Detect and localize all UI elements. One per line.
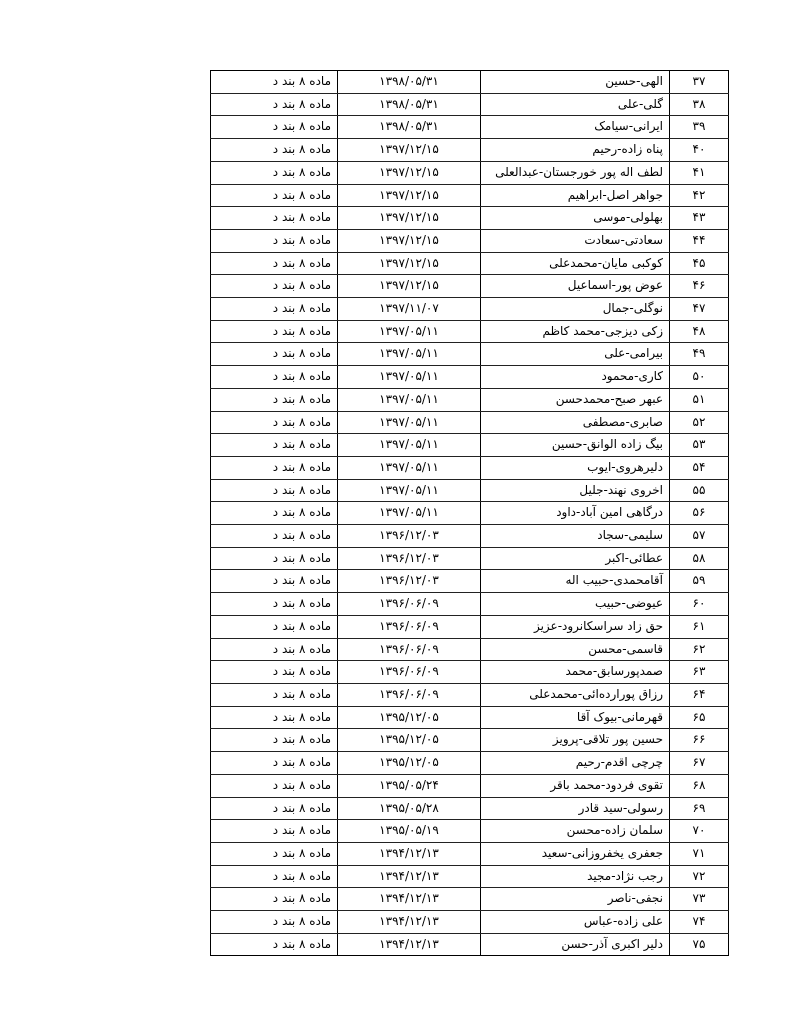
date-cell: ۱۳۹۷/۰۵/۱۱: [338, 343, 481, 366]
row-number-cell: ۵۱: [670, 388, 729, 411]
name-cell: کوکبی مایان-محمدعلی: [481, 252, 670, 275]
records-table-body: [211, 71, 729, 956]
table-row: [211, 774, 729, 797]
table-row: [211, 388, 729, 411]
table-row: [211, 229, 729, 252]
article-cell: ماده ۸ بند د: [211, 842, 338, 865]
row-number-cell: ۳۹: [670, 116, 729, 139]
date-cell: ۱۳۹۷/۱۱/۰۷: [338, 298, 481, 321]
row-number-cell: ۶۰: [670, 593, 729, 616]
name-cell: سلمان زاده-محسن: [481, 820, 670, 843]
name-cell: الهی-حسین: [481, 71, 670, 94]
table-row: [211, 93, 729, 116]
article-cell: ماده ۸ بند د: [211, 229, 338, 252]
article-cell: ماده ۸ بند د: [211, 706, 338, 729]
row-number-cell: ۶۹: [670, 797, 729, 820]
name-cell: حسین پور تلاقی-پرویز: [481, 729, 670, 752]
name-cell: عطائی-اکبر: [481, 547, 670, 570]
date-cell: ۱۳۹۷/۱۲/۱۵: [338, 184, 481, 207]
date-cell: ۱۳۹۷/۰۵/۱۱: [338, 456, 481, 479]
name-cell: ایرانی-سیامک: [481, 116, 670, 139]
article-cell: ماده ۸ بند د: [211, 207, 338, 230]
date-cell: ۱۳۹۷/۱۲/۱۵: [338, 275, 481, 298]
date-cell: ۱۳۹۶/۱۲/۰۳: [338, 570, 481, 593]
date-cell: ۱۳۹۸/۰۵/۳۱: [338, 71, 481, 94]
row-number-cell: ۷۵: [670, 933, 729, 956]
date-cell: ۱۳۹۶/۱۲/۰۳: [338, 547, 481, 570]
date-cell: ۱۳۹۷/۰۵/۱۱: [338, 388, 481, 411]
article-cell: ماده ۸ بند د: [211, 547, 338, 570]
date-cell: ۱۳۹۶/۰۶/۰۹: [338, 638, 481, 661]
row-number-cell: ۵۳: [670, 434, 729, 457]
name-cell: تقوی فردود-محمد باقر: [481, 774, 670, 797]
date-cell: ۱۳۹۴/۱۲/۱۳: [338, 911, 481, 934]
row-number-cell: ۵۶: [670, 502, 729, 525]
date-cell: ۱۳۹۵/۰۵/۱۹: [338, 820, 481, 843]
name-cell: قاسمی-محسن: [481, 638, 670, 661]
name-cell: لطف اله پور خورجستان-عبدالعلی: [481, 161, 670, 184]
table-row: [211, 842, 729, 865]
article-cell: ماده ۸ بند د: [211, 525, 338, 548]
name-cell: درگاهی امین آباد-داود: [481, 502, 670, 525]
name-cell: چرچی اقدم-رحیم: [481, 752, 670, 775]
article-cell: ماده ۸ بند د: [211, 456, 338, 479]
table-row: [211, 343, 729, 366]
article-cell: ماده ۸ بند د: [211, 71, 338, 94]
table-row: [211, 820, 729, 843]
name-cell: جواهر اصل-ابراهیم: [481, 184, 670, 207]
article-cell: ماده ۸ بند د: [211, 343, 338, 366]
article-cell: ماده ۸ بند د: [211, 298, 338, 321]
table-row: [211, 593, 729, 616]
date-cell: ۱۳۹۷/۱۲/۱۵: [338, 207, 481, 230]
table-row: [211, 525, 729, 548]
name-cell: قهرمانی-بیوک آقا: [481, 706, 670, 729]
article-cell: ماده ۸ بند د: [211, 252, 338, 275]
name-cell: اخروی نهند-جلیل: [481, 479, 670, 502]
article-cell: ماده ۸ بند د: [211, 116, 338, 139]
article-cell: ماده ۸ بند د: [211, 820, 338, 843]
name-cell: دلیرهروی-ایوب: [481, 456, 670, 479]
table-row: [211, 865, 729, 888]
article-cell: ماده ۸ بند د: [211, 366, 338, 389]
table-row: [211, 638, 729, 661]
row-number-cell: ۷۱: [670, 842, 729, 865]
table-row: [211, 161, 729, 184]
name-cell: رزاق پورارده‌ائی-محمدعلی: [481, 683, 670, 706]
date-cell: ۱۳۹۷/۰۵/۱۱: [338, 366, 481, 389]
article-cell: ماده ۸ بند د: [211, 683, 338, 706]
table-row: [211, 275, 729, 298]
date-cell: ۱۳۹۴/۱۲/۱۳: [338, 933, 481, 956]
article-cell: ماده ۸ بند د: [211, 320, 338, 343]
article-cell: ماده ۸ بند د: [211, 933, 338, 956]
table-row: [211, 320, 729, 343]
article-cell: ماده ۸ بند د: [211, 865, 338, 888]
row-number-cell: ۵۸: [670, 547, 729, 570]
name-cell: رسولی-سید قادر: [481, 797, 670, 820]
article-cell: ماده ۸ بند د: [211, 774, 338, 797]
row-number-cell: ۳۷: [670, 71, 729, 94]
date-cell: ۱۳۹۵/۰۵/۲۴: [338, 774, 481, 797]
name-cell: گلی-علی: [481, 93, 670, 116]
table-row: [211, 570, 729, 593]
date-cell: ۱۳۹۷/۱۲/۱۵: [338, 229, 481, 252]
table-row: [211, 888, 729, 911]
date-cell: ۱۳۹۵/۰۵/۲۸: [338, 797, 481, 820]
row-number-cell: ۴۲: [670, 184, 729, 207]
article-cell: ماده ۸ بند د: [211, 615, 338, 638]
row-number-cell: ۶۸: [670, 774, 729, 797]
table-row: [211, 252, 729, 275]
row-number-cell: ۴۶: [670, 275, 729, 298]
row-number-cell: ۳۸: [670, 93, 729, 116]
name-cell: دلیر اکبری آذر-حسن: [481, 933, 670, 956]
table-row: [211, 456, 729, 479]
table-row: [211, 434, 729, 457]
row-number-cell: ۴۳: [670, 207, 729, 230]
article-cell: ماده ۸ بند د: [211, 275, 338, 298]
row-number-cell: ۵۰: [670, 366, 729, 389]
name-cell: بهلولی-موسی: [481, 207, 670, 230]
date-cell: ۱۳۹۷/۱۲/۱۵: [338, 139, 481, 162]
row-number-cell: ۷۴: [670, 911, 729, 934]
date-cell: ۱۳۹۶/۱۲/۰۳: [338, 525, 481, 548]
article-cell: ماده ۸ بند د: [211, 479, 338, 502]
date-cell: ۱۳۹۶/۰۶/۰۹: [338, 683, 481, 706]
name-cell: پناه زاده-رحیم: [481, 139, 670, 162]
table-row: [211, 706, 729, 729]
row-number-cell: ۴۵: [670, 252, 729, 275]
table-row: [211, 729, 729, 752]
name-cell: نجفی-ناصر: [481, 888, 670, 911]
date-cell: ۱۳۹۵/۱۲/۰۵: [338, 706, 481, 729]
row-number-cell: ۵۷: [670, 525, 729, 548]
records-table: [210, 70, 729, 956]
date-cell: ۱۳۹۷/۰۵/۱۱: [338, 320, 481, 343]
date-cell: ۱۳۹۵/۱۲/۰۵: [338, 752, 481, 775]
date-cell: ۱۳۹۸/۰۵/۳۱: [338, 93, 481, 116]
date-cell: ۱۳۹۶/۰۶/۰۹: [338, 615, 481, 638]
table-row: [211, 184, 729, 207]
table-row: [211, 797, 729, 820]
table-row: [211, 683, 729, 706]
table-row: [211, 366, 729, 389]
date-cell: ۱۳۹۷/۰۵/۱۱: [338, 411, 481, 434]
date-cell: ۱۳۹۷/۰۵/۱۱: [338, 479, 481, 502]
row-number-cell: ۶۴: [670, 683, 729, 706]
row-number-cell: ۶۷: [670, 752, 729, 775]
date-cell: ۱۳۹۴/۱۲/۱۳: [338, 842, 481, 865]
article-cell: ماده ۸ بند د: [211, 161, 338, 184]
table-row: [211, 139, 729, 162]
table-row: [211, 411, 729, 434]
row-number-cell: ۶۶: [670, 729, 729, 752]
row-number-cell: ۷۳: [670, 888, 729, 911]
row-number-cell: ۶۱: [670, 615, 729, 638]
name-cell: صمدپورسابق-محمد: [481, 661, 670, 684]
row-number-cell: ۶۵: [670, 706, 729, 729]
article-cell: ماده ۸ بند د: [211, 388, 338, 411]
article-cell: ماده ۸ بند د: [211, 570, 338, 593]
name-cell: علی زاده-عباس: [481, 911, 670, 934]
table-row: [211, 479, 729, 502]
date-cell: ۱۳۹۷/۱۲/۱۵: [338, 161, 481, 184]
row-number-cell: ۷۲: [670, 865, 729, 888]
row-number-cell: ۴۹: [670, 343, 729, 366]
name-cell: حق زاد سراسکانرود-عزیز: [481, 615, 670, 638]
name-cell: آقامحمدی-حبیب اله: [481, 570, 670, 593]
article-cell: ماده ۸ بند د: [211, 752, 338, 775]
table-row: [211, 933, 729, 956]
article-cell: ماده ۸ بند د: [211, 888, 338, 911]
row-number-cell: ۵۵: [670, 479, 729, 502]
date-cell: ۱۳۹۸/۰۵/۳۱: [338, 116, 481, 139]
name-cell: زکی دیزجی-محمد کاظم: [481, 320, 670, 343]
name-cell: بیرامی-علی: [481, 343, 670, 366]
table-row: [211, 752, 729, 775]
row-number-cell: ۶۳: [670, 661, 729, 684]
article-cell: ماده ۸ بند د: [211, 661, 338, 684]
article-cell: ماده ۸ بند د: [211, 729, 338, 752]
article-cell: ماده ۸ بند د: [211, 797, 338, 820]
row-number-cell: ۵۴: [670, 456, 729, 479]
article-cell: ماده ۸ بند د: [211, 93, 338, 116]
row-number-cell: ۵۹: [670, 570, 729, 593]
name-cell: صابری-مصطفی: [481, 411, 670, 434]
date-cell: ۱۳۹۴/۱۲/۱۳: [338, 888, 481, 911]
table-row: [211, 502, 729, 525]
article-cell: ماده ۸ بند د: [211, 184, 338, 207]
row-number-cell: ۷۰: [670, 820, 729, 843]
date-cell: ۱۳۹۵/۱۲/۰۵: [338, 729, 481, 752]
name-cell: نوگلی-جمال: [481, 298, 670, 321]
name-cell: عوض پور-اسماعیل: [481, 275, 670, 298]
date-cell: ۱۳۹۴/۱۲/۱۳: [338, 865, 481, 888]
row-number-cell: ۵۲: [670, 411, 729, 434]
name-cell: رجب نژاد-مجید: [481, 865, 670, 888]
table-row: [211, 615, 729, 638]
article-cell: ماده ۸ بند د: [211, 411, 338, 434]
row-number-cell: ۴۷: [670, 298, 729, 321]
article-cell: ماده ۸ بند د: [211, 911, 338, 934]
date-cell: ۱۳۹۷/۱۲/۱۵: [338, 252, 481, 275]
article-cell: ماده ۸ بند د: [211, 434, 338, 457]
row-number-cell: ۴۸: [670, 320, 729, 343]
name-cell: سلیمی-سجاد: [481, 525, 670, 548]
date-cell: ۱۳۹۷/۰۵/۱۱: [338, 434, 481, 457]
name-cell: جعفری یخفروزانی-سعید: [481, 842, 670, 865]
article-cell: ماده ۸ بند د: [211, 502, 338, 525]
table-row: [211, 661, 729, 684]
table-row: [211, 298, 729, 321]
date-cell: ۱۳۹۶/۰۶/۰۹: [338, 661, 481, 684]
table-row: [211, 207, 729, 230]
name-cell: عبهر صبح-محمدحسن: [481, 388, 670, 411]
name-cell: کاری-محمود: [481, 366, 670, 389]
date-cell: ۱۳۹۶/۰۶/۰۹: [338, 593, 481, 616]
name-cell: عیوضی-حبیب: [481, 593, 670, 616]
row-number-cell: ۴۱: [670, 161, 729, 184]
article-cell: ماده ۸ بند د: [211, 593, 338, 616]
name-cell: بیگ زاده الوانق-حسین: [481, 434, 670, 457]
row-number-cell: ۴۴: [670, 229, 729, 252]
table-row: [211, 116, 729, 139]
table-row: [211, 547, 729, 570]
row-number-cell: ۶۲: [670, 638, 729, 661]
article-cell: ماده ۸ بند د: [211, 638, 338, 661]
name-cell: سعادتی-سعادت: [481, 229, 670, 252]
row-number-cell: ۴۰: [670, 139, 729, 162]
table-row: [211, 911, 729, 934]
table-row: [211, 71, 729, 94]
article-cell: ماده ۸ بند د: [211, 139, 338, 162]
date-cell: ۱۳۹۷/۰۵/۱۱: [338, 502, 481, 525]
